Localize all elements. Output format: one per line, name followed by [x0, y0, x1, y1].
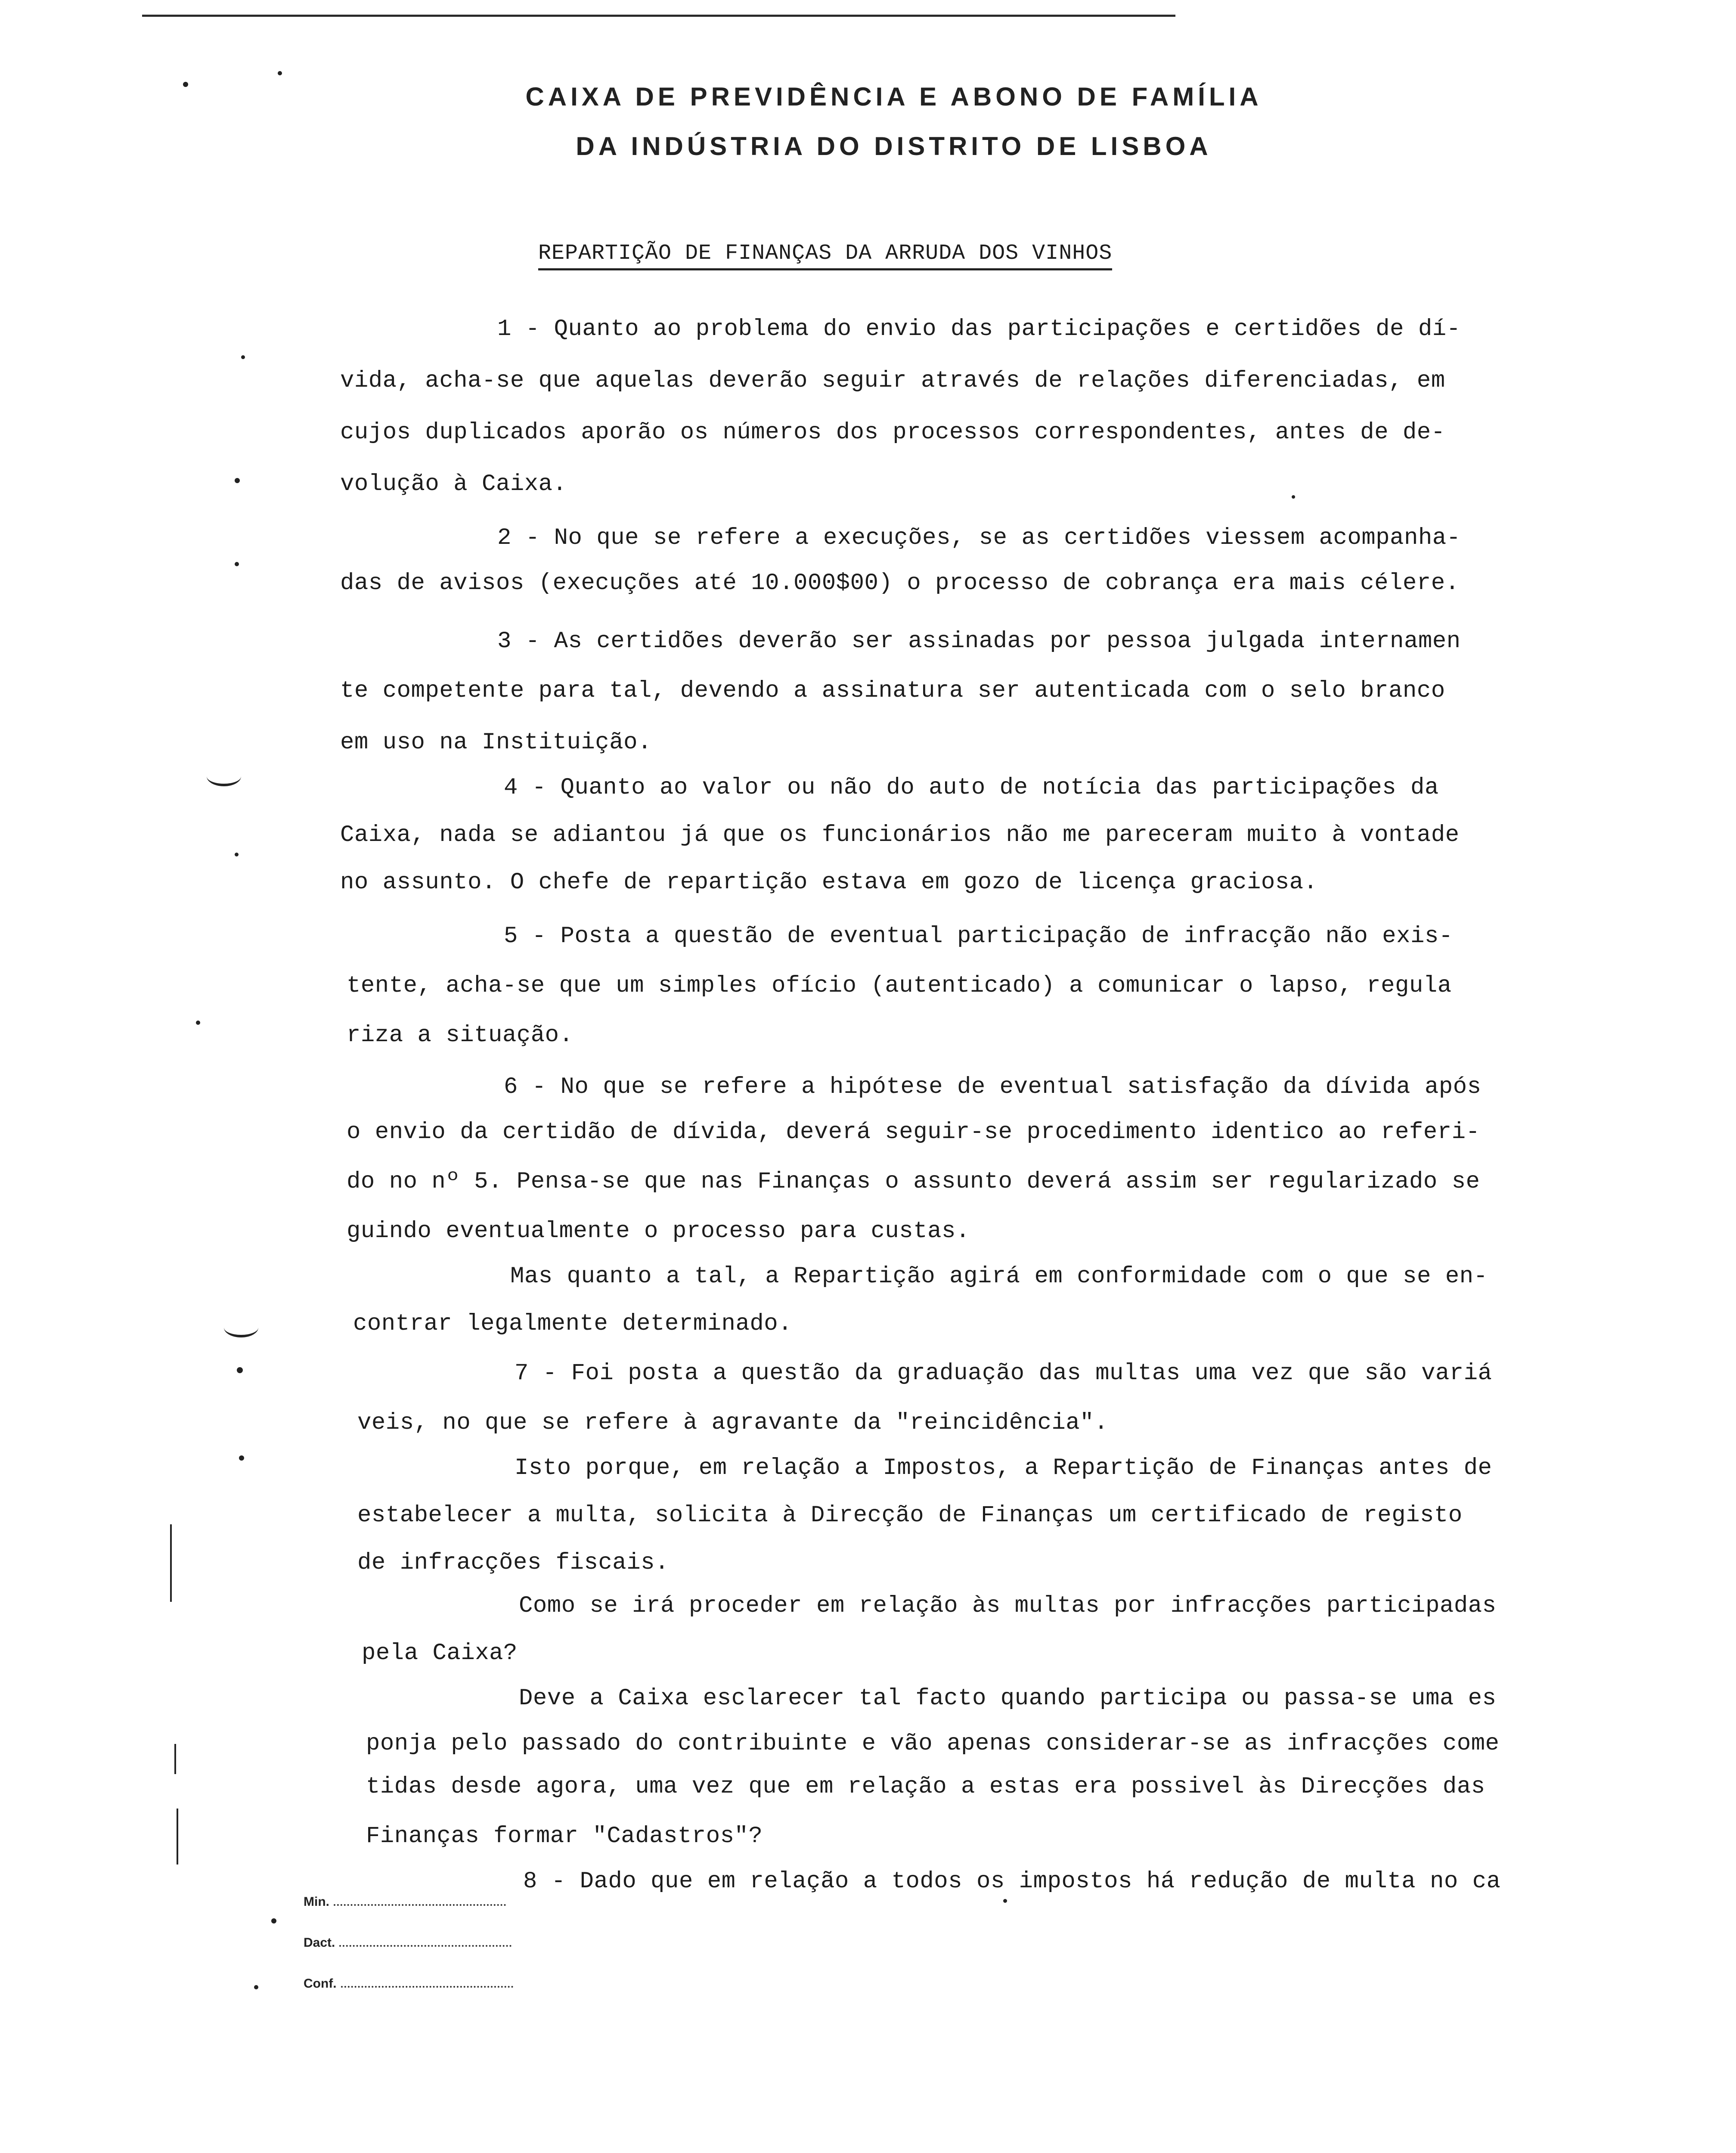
- body-line: Deve a Caixa esclarecer tal facto quando participa ou passa-se uma es: [519, 1685, 1497, 1712]
- stamp-label-dact: Dact.: [304, 1936, 335, 1950]
- speck: [237, 1367, 243, 1373]
- margin-mark: [177, 1809, 178, 1864]
- top-rule: [142, 15, 1175, 17]
- institution-name-line2: DA INDÚSTRIA DO DISTRITO DE LISBOA: [576, 132, 1212, 161]
- speck: [235, 478, 240, 483]
- institution-name-line1: CAIXA DE PREVIDÊNCIA E ABONO DE FAMÍLIA: [525, 82, 1262, 111]
- body-line: tidas desde agora, uma vez que em relação a estas era possivel às Direcções das: [366, 1774, 1485, 1800]
- margin-mark: [224, 1318, 258, 1337]
- margin-mark: [170, 1524, 172, 1602]
- body-line: o envio da certidão de dívida, deverá seguir-se procedimento identico ao referi-: [347, 1119, 1480, 1145]
- margin-mark: [207, 766, 241, 786]
- margin-mark: [174, 1744, 176, 1774]
- body-line: Finanças formar "Cadastros"?: [366, 1823, 763, 1849]
- speck: [271, 1918, 276, 1923]
- body-line: de infracções fiscais.: [357, 1550, 669, 1576]
- body-line: 5 - Posta a questão de eventual participação de infracção não exis-: [504, 923, 1453, 949]
- body-line: vida, acha-se que aquelas deverão seguir através de relações diferenciadas, em: [340, 368, 1445, 394]
- body-line: te competente para tal, devendo a assinatura ser autenticada com o selo branco: [340, 678, 1445, 704]
- speck: [241, 355, 245, 359]
- stamp-row-min: [304, 1895, 506, 1909]
- body-line: cujos duplicados aporão os números dos processos correspondentes, antes de de-: [340, 419, 1445, 446]
- body-line: 2 - No que se refere a execuções, se as certidões viessem acompanha-: [497, 525, 1461, 551]
- stamp-label-min: Min.: [304, 1895, 329, 1909]
- body-line: no assunto. O chefe de repartição estava em gozo de licença graciosa.: [340, 869, 1318, 896]
- body-line: Isto porque, em relação a Impostos, a Repartição de Finanças antes de: [515, 1455, 1492, 1481]
- body-line: 1 - Quanto ao problema do envio das participações e certidões de dí-: [497, 316, 1461, 342]
- body-line: 6 - No que se refere a hipótese de eventual satisfação da dívida após: [504, 1074, 1482, 1100]
- body-line: Mas quanto a tal, a Repartição agirá em conformidade com o que se en-: [510, 1263, 1488, 1290]
- body-line: volução à Caixa.: [340, 471, 567, 497]
- body-line: Caixa, nada se adiantou já que os funcionários não me pareceram muito à vontade: [340, 822, 1460, 848]
- speck: [1003, 1899, 1007, 1903]
- speck: [235, 853, 239, 856]
- body-line: riza a situação.: [347, 1022, 574, 1049]
- body-line: guindo eventualmente o processo para custas.: [347, 1218, 970, 1244]
- speck: [278, 71, 282, 75]
- body-line: 4 - Quanto ao valor ou não do auto de notícia das participações da: [504, 775, 1439, 801]
- dotted-line: [339, 1945, 512, 1947]
- body-line: estabelecer a multa, solicita à Direcção de Finanças um certificado de registo: [357, 1502, 1463, 1529]
- body-line: ponja pelo passado do contribuinte e vão apenas considerar-se as infracções come: [366, 1731, 1500, 1757]
- body-line: do no nº 5. Pensa-se que nas Finanças o assunto deverá assim ser regularizado se: [347, 1169, 1480, 1195]
- speck: [183, 82, 188, 87]
- stamp-label-conf: Conf.: [304, 1976, 337, 1991]
- body-line: 8 - Dado que em relação a todos os impostos há redução de multa no ca: [523, 1868, 1501, 1895]
- body-line: pela Caixa?: [362, 1640, 518, 1666]
- body-line: contrar legalmente determinado.: [353, 1311, 793, 1337]
- body-line: 7 - Foi posta a questão da graduação das multas uma vez que são variá: [515, 1360, 1492, 1387]
- speck: [1292, 495, 1295, 499]
- section-title: REPARTIÇÃO DE FINANÇAS DA ARRUDA DOS VINHOS: [538, 241, 1112, 270]
- body-line: veis, no que se refere à agravante da "reincidência".: [357, 1410, 1108, 1436]
- dotted-line: [334, 1904, 506, 1906]
- body-line: 3 - As certidões deverão ser assinadas por pessoa julgada internamen: [497, 628, 1461, 655]
- stamp-row-dact: [304, 1936, 512, 1950]
- body-line: tente, acha-se que um simples ofício (autenticado) a comunicar o lapso, regula: [347, 973, 1452, 999]
- body-line: das de avisos (execuções até 10.000$00) o processo de cobrança era mais célere.: [340, 570, 1460, 596]
- stamp-row-conf: [304, 1976, 513, 1991]
- speck: [235, 562, 239, 566]
- body-line: Como se irá proceder em relação às multas por infracções participadas: [519, 1593, 1497, 1619]
- speck: [196, 1021, 200, 1025]
- body-line: em uso na Instituição.: [340, 729, 652, 756]
- speck: [239, 1455, 244, 1461]
- speck: [254, 1985, 258, 1989]
- dotted-line: [341, 1986, 513, 1988]
